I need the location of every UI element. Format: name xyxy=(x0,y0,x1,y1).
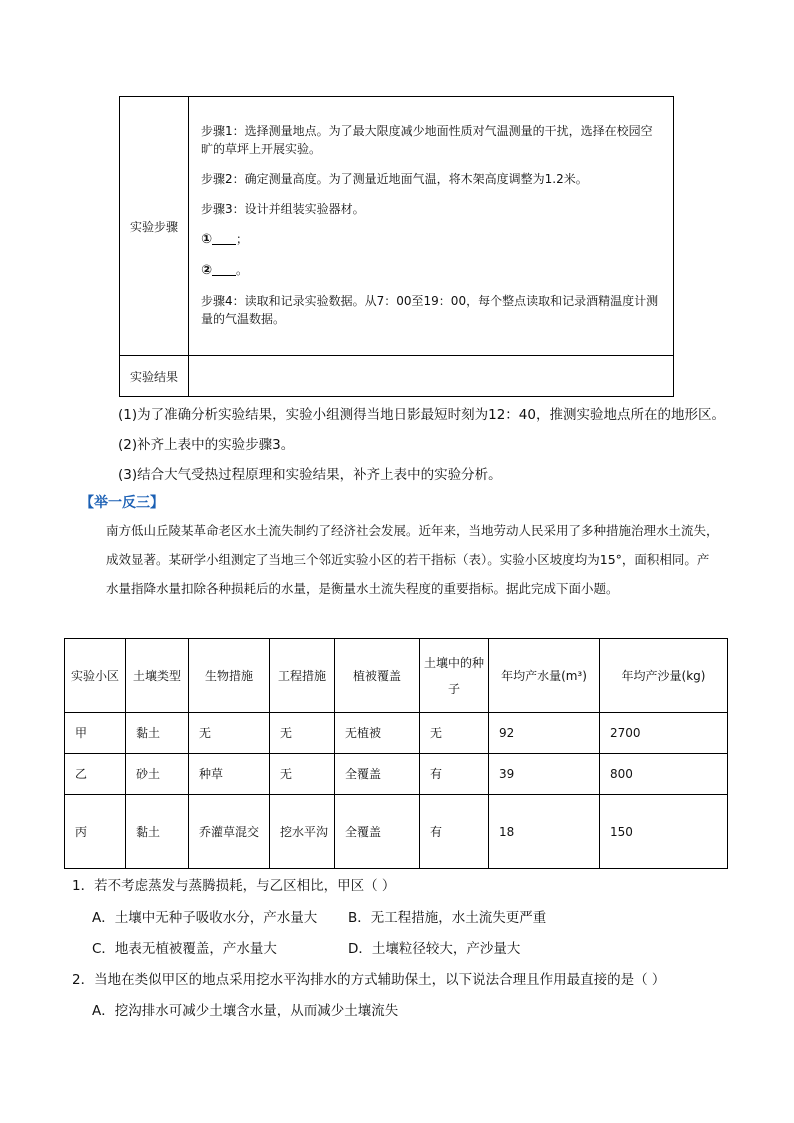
table-cell: 150 xyxy=(600,795,728,869)
table-cell: 无 xyxy=(270,754,335,795)
table-cell: 甲 xyxy=(65,713,126,754)
table-cell: 无 xyxy=(270,713,335,754)
step-1: 步骤1：选择测量地点。为了最大限度减少地面性质对气温测量的干扰，选择在校园空旷的草坪上开展实验。 xyxy=(201,124,653,156)
table-header-row xyxy=(65,639,728,713)
mcq-1-stem: 1．若不考虑蒸发与蒸腾损耗，与乙区相比，甲区（ ） xyxy=(72,878,396,894)
header-cell: 年均产水量(m³) xyxy=(489,639,600,713)
table-cell: 无 xyxy=(189,713,270,754)
table-cell: 全覆盖 xyxy=(335,754,420,795)
table-cell: 39 xyxy=(489,754,600,795)
question-1: (1)为了准确分析实验结果，实验小组测得当地日影最短时刻为12：40，推测实验地点所在的地形区。 xyxy=(118,407,725,423)
header-cell: 土壤中的种子 xyxy=(420,639,489,713)
punctuation: ； xyxy=(236,232,249,246)
circled-number-2: ② xyxy=(201,263,213,278)
passage-text: 南方低山丘陵某革命老区水土流失制约了经济社会发展。近年来，当地劳动人民采用了多种措施治理水土流失，成效显著。某研学小组测定了当地三个邻近实验小区的若干指标（表）。实验小区坡度均为15°，面积相同。产水量指降水量扣除各种损耗后的水量，是衡量水土流失程度的重要指标。据此完成下面小题。 xyxy=(106,523,719,596)
circled-number-1: ① xyxy=(201,232,213,247)
section-heading: 【举一反三】 xyxy=(80,495,164,511)
table-cell: 种草 xyxy=(189,754,270,795)
table-cell: 黏土 xyxy=(126,795,189,869)
table-cell: 无植被 xyxy=(335,713,420,754)
header-cell: 生物措施 xyxy=(189,639,270,713)
table-row xyxy=(65,795,728,869)
table-cell: 92 xyxy=(489,713,600,754)
table-cell: 全覆盖 xyxy=(335,795,420,869)
experiment-table xyxy=(119,96,674,397)
steps-cell xyxy=(189,97,674,356)
passage xyxy=(80,516,720,603)
table-row xyxy=(120,356,674,397)
answer-blank xyxy=(212,263,236,276)
question-3: (3)结合大气受热过程原理和实验结果，补齐上表中的实验分析。 xyxy=(118,467,502,483)
table-cell: 乔灌草混交 xyxy=(189,795,270,869)
question-2: (2)补齐上表中的实验步骤3。 xyxy=(118,437,295,453)
header-cell: 工程措施 xyxy=(270,639,335,713)
table-cell: 有 xyxy=(420,754,489,795)
table-cell: 18 xyxy=(489,795,600,869)
mcq-1-option-c: C．地表无植被覆盖，产水量大 xyxy=(92,941,277,957)
header-cell: 植被覆盖 xyxy=(335,639,420,713)
step-3-blank-1 xyxy=(201,230,663,249)
table-cell: 黏土 xyxy=(126,713,189,754)
table-cell: 砂土 xyxy=(126,754,189,795)
table-cell: 无 xyxy=(420,713,489,754)
mcq-1-option-b: B．无工程措施，水土流失更严重 xyxy=(348,910,547,926)
table-cell: 丙 xyxy=(65,795,126,869)
table-row xyxy=(120,97,674,356)
step-3: 步骤3：设计并组装实验器材。 xyxy=(201,202,365,216)
mcq-2-option-a: A．挖沟排水可减少土壤含水量，从而减少土壤流失 xyxy=(92,1003,399,1019)
step-3-blank-2 xyxy=(201,261,663,280)
table-cell: 2700 xyxy=(600,713,728,754)
table-cell: 乙 xyxy=(65,754,126,795)
row-label-steps: 实验步骤 xyxy=(120,97,189,356)
header-cell: 土壤类型 xyxy=(126,639,189,713)
table-row xyxy=(65,754,728,795)
header-cell: 年均产沙量(kg) xyxy=(600,639,728,713)
table-cell: 有 xyxy=(420,795,489,869)
step-2: 步骤2：确定测量高度。为了测量近地面气温，将木架高度调整为1.2米。 xyxy=(201,172,588,186)
plot-data-table xyxy=(64,638,728,869)
table-cell: 挖水平沟 xyxy=(270,795,335,869)
step-4: 步骤4：读取和记录实验数据。从7：00至19：00，每个整点读取和记录酒精温度计测量的气温数据。 xyxy=(201,294,659,326)
table-row xyxy=(65,713,728,754)
table-cell: 800 xyxy=(600,754,728,795)
mcq-1-option-d: D．土壤粒径较大，产沙量大 xyxy=(348,941,521,957)
results-cell xyxy=(189,356,674,397)
mcq-1-option-a: A．土壤中无种子吸收水分，产水量大 xyxy=(92,910,318,926)
header-cell: 实验小区 xyxy=(65,639,126,713)
punctuation: 。 xyxy=(236,263,249,277)
answer-blank xyxy=(212,232,236,245)
mcq-2-stem: 2．当地在类似甲区的地点采用挖水平沟排水的方式辅助保土，以下说法合理且作用最直接的是（ ） xyxy=(72,972,666,988)
row-label-results: 实验结果 xyxy=(120,356,189,397)
